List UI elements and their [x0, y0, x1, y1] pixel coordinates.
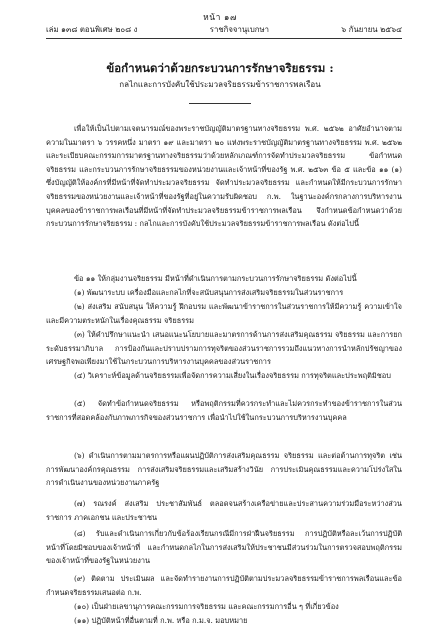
list-item: (๙) ติดตาม ประเมินผล และจัดทำรายงานการปฏิบัติตามประมวลจริยธรรมข้าราชการพลเรือนและข้อกำหนดจริยธรรมเสนอต่อ ก.พ. — [46, 574, 402, 597]
header-divider — [46, 38, 402, 39]
volume-label: เล่ม ๑๓๘ ตอนพิเศษ ๒๐๘ ง — [46, 25, 138, 34]
list-item: (๑๐) เป็นฝ่ายเลขานุการคณะกรรมการจริยธรรม และคณะกรรมการอื่น ๆ ที่เกี่ยวข้อง — [74, 602, 339, 611]
list-item: (๔) วิเคราะห์ข้อมูลด้านจริยธรรมเพื่อจัดการความเสี่ยงในเรื่องจริยธรรม การทุจริตและประพฤติมิชอบ — [74, 371, 391, 380]
list-item: (๕) จัดทำข้อกำหนดจริยธรรม หรือพฤติกรรมที่ควรกระทำและไม่ควรกระทำของข้าราชการในส่วนราชการที่สอดคล้องกับภาพภารกิจของส่วนราชการ เพื่อนำไปใช้ในกระบวนการบริหารงานบุคคล — [46, 399, 402, 422]
preamble-paragraph — [46, 122, 402, 231]
document-subtitle: กลไกและการบังคับใช้ประมวลจริยธรรมข้าราชการพลเรือน — [119, 80, 321, 89]
list-item: (๓) ให้คำปรึกษาแนะนำ เสนอแนะนโยบายและมาตรการด้านการส่งเสริมคุณธรรม จริยธรรม และการยกระดับธรรมาภิบาล การป้องกันและปราบปรามการทุจริตของส่วนราชการรวมถึงแนวทางการนำหลักปรัชญาของเศรษฐกิจพอเพียงมาใช้ในกระบวนการบริหารงานบุคคลของส่วนราชการ — [46, 330, 402, 367]
page-number: หน้า ๑๗ — [203, 13, 237, 23]
list-item: (๑๑) ปฏิบัติหน้าที่อื่นตามที่ ก.พ. หรือ ก.ม.จ. มอบหมาย — [74, 616, 248, 625]
list-item: (๑) พัฒนาระบบ เครื่องมือและกลไกที่จะสนับสนุนการส่งเสริมจริยธรรมในส่วนราชการ — [74, 288, 344, 297]
list-item: (๖) ดำเนินการตามมาตรการหรือแผนปฏิบัติการส่งเสริมคุณธรรม จริยธรรม และต่อต้านการทุจริต เช่น การพัฒนาองค์กรคุณธรรม การส่งเสริมจริยธรรมและเสริมสร้างวินัย การประเมินคุณธรรมและความโปร่งใสในการดำเนินงานของหน่วยงานภาครัฐ — [46, 451, 402, 488]
list-item: (๒) ส่งเสริม สนับสนุน ให้ความรู้ ฝึกอบรม และพัฒนาข้าราชการในส่วนราชการให้มีความรู้ ความเข้าใจ และมีความตระหนักในเรื่องคุณธรรม จริยธรรม — [46, 302, 402, 325]
gazette-name: ราชกิจจานุเบกษา — [209, 25, 270, 34]
title-rule — [189, 103, 251, 104]
preamble-text: เพื่อให้เป็นไปตามเจตนารมณ์ของพระราชบัญญัติมาตรฐานทางจริยธรรม พ.ศ. ๒๕๖๒ อาศัยอำนาจตามความในมาตรา ๖ วรรคหนึ่ง มาตรา ๑๙ และมาตรา ๒๐ แห่งพระราชบัญญัติมาตรฐานทางจริยธรรม พ.ศ. ๒๕๖๒ และระเบียบคณะกรรมการมาตรฐานทางจริยธรรมว่าด้วยหลักเกณฑ์การจัดทำประมวลจริยธรรม ข้อกำหนดจริยธรรม และกระบวนการรักษาจริยธรรมของหน่วยงานและเจ้าหน้าที่ของรัฐ พ.ศ. ๒๕๖๓ ข้อ ๕ และข้อ ๑๑ (๑) ซึ่งบัญญัติให้องค์กรที่มีหน้าที่จัดทำประมวลจริยธรรม จัดทำประมวลจริยธรรม และกำหนดให้มีกระบวนการรักษาจริยธรรมของหน่วยงานและเจ้าหน้าที่ของรัฐที่อยู่ในความรับผิดชอบ ก.พ. ในฐานะองค์กรกลางการบริหารงานบุคคลของข้าราชการพลเรือนที่มีหน้าที่จัดทำประมวลจริยธรรมข้าราชการพลเรือน จึงกำหนดข้อกำหนดว่าด้วยกระบวนการรักษาจริยธรรม : กลไกและการบังคับใช้ประมวลจริยธรรมข้าราชการพลเรือน ดังต่อไปนี้ — [46, 124, 402, 229]
list-item: (๘) รับและดำเนินการเกี่ยวกับข้อร้องเรียนกรณีมีการฝ่าฝืนจริยธรรม การปฏิบัติหรือละเว้นการปฏิบัติหน้าที่โดยมิชอบของเจ้าหน้าที่ และกำหนดกลไกในการส่งเสริมให้ประชาชนมีส่วนร่วมในการตรวจสอบพฤติกรรมของเจ้าหน้าที่ของรัฐในหน่วยงาน — [46, 529, 402, 566]
publication-date: ๖ กันยายน ๒๕๖๔ — [341, 25, 402, 34]
clause-intro — [46, 272, 402, 286]
list-item: (๗) รณรงค์ ส่งเสริม ประชาสัมพันธ์ ตลอดจนสร้างเครือข่ายและประสานความร่วมมือระหว่างส่วนราชการ ภาคเอกชน และประชาชน — [46, 499, 402, 522]
clause-intro-text: ข้อ ๑๑ ให้กลุ่มงานจริยธรรม มีหน้าที่ดำเนินการตามกระบวนการรักษาจริยธรรม ดังต่อไปนี้ — [74, 274, 357, 283]
gazette-header-row — [46, 24, 402, 36]
document-title: ข้อกำหนดว่าด้วยกระบวนการรักษาจริยธรรม : — [106, 61, 334, 75]
